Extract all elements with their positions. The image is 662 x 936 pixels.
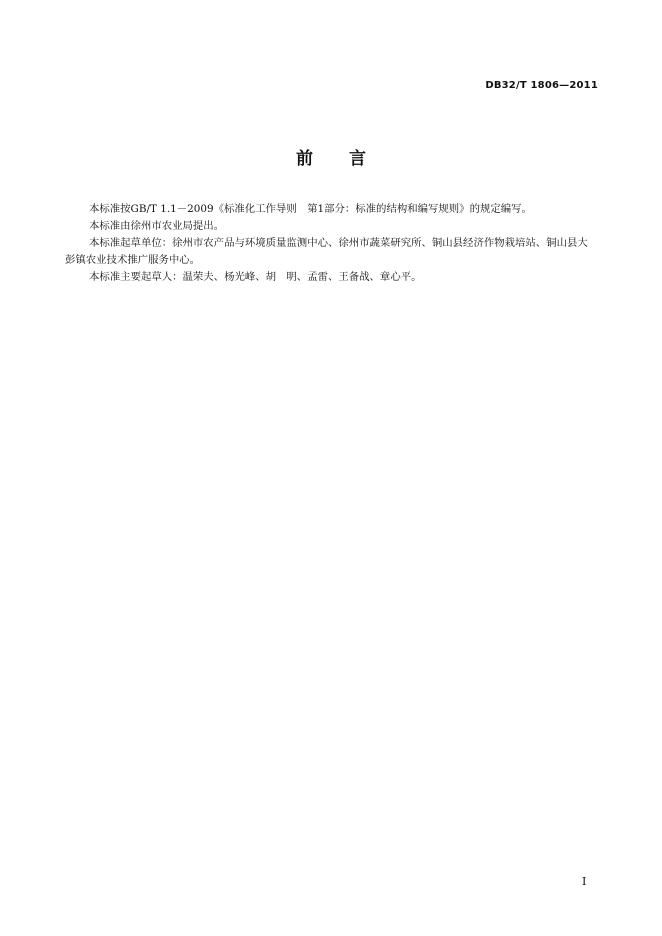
paragraph-drafting-units: 本标准起草单位：徐州市农产品与环境质量监测中心、徐州市蔬菜研究所、铜山县经济作物栽培站、铜山县大彭镇农业技术推广服务中心。 bbox=[65, 237, 588, 266]
standard-code: DB32/T 1806—2011 bbox=[485, 80, 598, 91]
page-number: I bbox=[582, 875, 587, 888]
paragraph-drafting-rules: 本标准按GB/T 1.1－2009《标准化工作导则 第1部分：标准的结构和编写规则》的规定编写。 bbox=[89, 203, 532, 215]
paragraph-proposer: 本标准由徐州市农业局提出。 bbox=[89, 220, 225, 232]
paragraph-drafters: 本标准主要起草人：温荣夫、杨光峰、胡 明、孟雷、王备战、章心平。 bbox=[89, 271, 422, 283]
page-title: 前言 bbox=[296, 149, 402, 169]
document-body bbox=[65, 201, 597, 286]
